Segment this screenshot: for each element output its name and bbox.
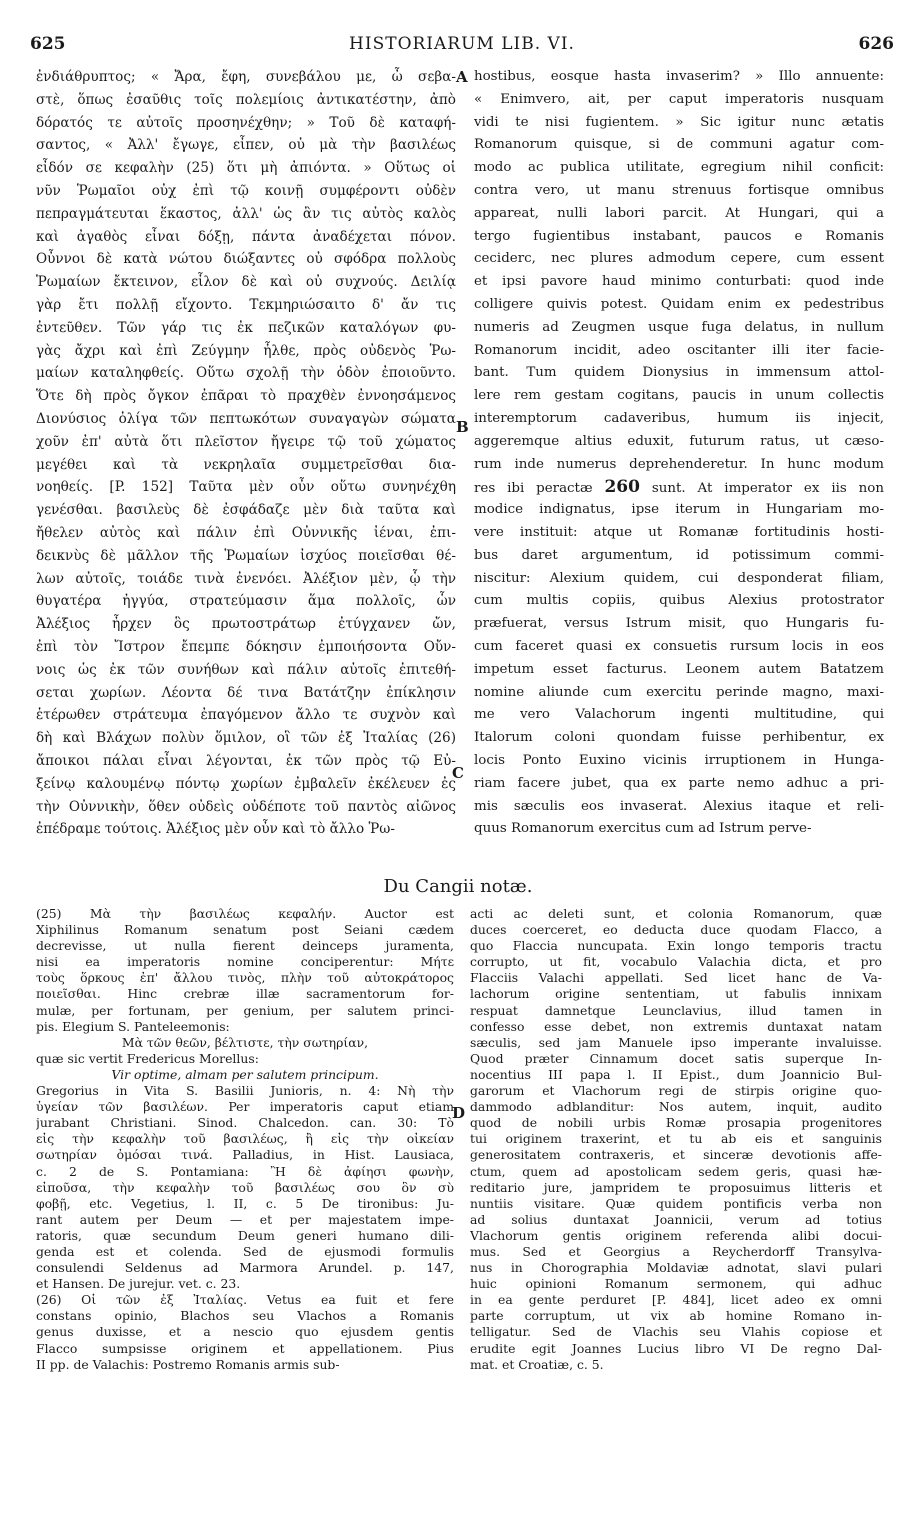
note-line: (25) Μὰ τὴν βασιλέως κεφαλήν. Auctor est [36,906,454,921]
note-line: lachorum origine sententiam, ut fabulis innixam [470,986,882,1002]
note-line: II pp. de Valachis: Postremo Romanis armis sub- [36,1356,340,1372]
latin-text-line: Romanorum incidit, adeo oscitanter illi iter facie- [474,342,884,358]
latin-text-line: colligere quivis potest. Quidam enim ex pedestribus [474,296,884,312]
greek-text-line: γὰς ἄχρι καὶ ἐπὶ Ζεύγμην ἦλθε, πρὸς οὐδενὸς Ῥω- [36,342,456,359]
greek-text-line: μαίων καταληφθείς. Οὕτω σχολῇ τὴν ὁδὸν ἐποιοῦντο. [36,365,456,382]
running-title: HISTORIARUM LIB. VI. [349,34,575,54]
greek-text-line: καὶ ἀγαθὸς εἶναι δόξῃ, πάντα ἀναδέχεται πόνον. [36,228,456,245]
greek-text-line: ἐπὶ τὸν Ἴστρον ἔπεμπε δόκησιν ἐμποιήσοντα Οὔν- [36,638,456,655]
greek-text-line: στὲ, ὅπως ἐσαῦθις τοῖς πολεμίοις ἀντικατέστην, ἀπὸ [36,91,456,108]
greek-text-line: Ἀλέξιος ἦρχεν ὃς πρωτοστράτωρ ἐτύγχανεν ὤν, [36,616,456,633]
greek-text-line: χοῦν ἐπ' αὐτὰ ὅτι πλεῖστον ἤγειρε τῷ τοῦ χώματος [36,433,456,450]
note-line: nisi ea imperatoris nomine conciperentur: Μήτε [36,954,454,970]
note-line: (26) Οἱ τῶν ἐξ Ἰταλίας. Vetus ea fuit et fere [36,1292,454,1308]
latin-text-line: niscitur: Alexium quidem, cui desponderat filiam, [474,570,884,586]
greek-text-line: Ὅτε δὴ πρὸς ὄγκον ἐπᾶραι τὸ πραχθὲν ἐννοησάμενος [36,388,456,405]
margin-marker-a: A [456,68,468,86]
greek-text-line: ἑτέρωθεν στράτευμα ἐπαγόμενον ἄλλο τε συχνὸν καὶ [36,707,456,724]
note-line: ctum, quem ad apostolicam sedem geris, quasi hæ- [470,1163,882,1179]
note-line: Flacciis Valachi appellati. Sed licet hanc de Va- [470,970,882,986]
greek-text-line: εἶδόν σε κεφαλὴν (25) ὅτι μὴ ἀπιόντα. » Οὕτως οἱ [36,160,456,177]
greek-text-line: Οὖννοι δὲ κατὰ νώτου διώξαντες οὐ σφόδρα πολλοὺς [36,251,456,268]
greek-text-line: δόρατός τε αὐτοῖς προσηνέχθην; » Τοῦ δὲ καταφή- [36,114,456,131]
latin-text-line: cum faceret quasi ex consuetis rursum locis in eos [474,638,884,654]
greek-text-line: τὴν Οὐννικὴν, ὅθεν οὐδεὶς οὐδέποτε τοῦ παντὸς αἰῶνος [36,798,456,815]
note-line: generositatem contraxeris, et sinceræ devotionis affe- [470,1147,882,1163]
latin-text-line: locis Ponto Euxino vicinis irruptionem in Hunga- [474,752,884,768]
note-line: sæculis, sed jam Manuele ipso imperante invaluisse. [470,1034,882,1050]
latin-text-line: ceciderc, nec plures admodum cepere, cum essent [474,251,884,267]
note-line: garorum et Vlachorum regi de stirpis origine quo- [470,1083,882,1099]
running-header [30,34,894,56]
note-line: duces coerceret, eo deducta duce quodam Flacco, a [470,922,882,938]
greek-text-line: θυγατέρα ἠγγύα, στρατεύμασιν ἅμα πολλοῖς, ὧν [36,593,456,610]
note-line: nus in Chorographia Moldaviæ adnotat, slavi pulari [470,1260,882,1276]
note-line: respuat damnetque Leunclavius, illud tamen in [470,1002,882,1018]
note-line: in ea gente perduret [P. 484], licet adeo ex omni [470,1292,882,1308]
note-line: consulendi Seldenus ad Marmora Arundel. p. 147, [36,1260,454,1276]
latin-text-line: lere rem gestam cogitans, paucis in unum collectis [474,388,884,404]
greek-text-line: σαντος, « Ἀλλ' ἔγωγε, εἶπεν, οὐ μὰ τὴν βασιλέως [36,137,456,154]
greek-text-line: δὴ καὶ Βλάχων πολὺν ὅμιλον, οἳ τῶν ἐξ Ἰταλίας (26) [36,730,456,747]
latin-text-line: quus Romanorum exercitus cum ad Istrum perve- [474,821,812,837]
note-line: φοβῇ, etc. Vegetius, l. II, c. 5 De tironibus: Ju- [36,1195,454,1211]
latin-text-line: bant. Tum quidem Dionysius in immensum attol- [474,365,884,381]
note-line: Gregorius in Vita S. Basilii Junioris, n. 4: Νὴ τὴν [36,1083,454,1099]
note-line: nocentius III papa l. II Epist., dum Joannicio Bul- [470,1066,882,1082]
latin-text-line: riam facere jubet, qua ex parte nemo adhuc a pri- [474,775,884,791]
note-line: c. 2 de S. Pontamiana: Ἢ δὲ ἀφίησι φωνὴν, [36,1163,454,1179]
note-line: ποιεῖσθαι. Hinc crebræ illæ sacramentorum for- [36,986,454,1002]
greek-text-line: ἤθελεν αὐτὸς καὶ πάλιν ἐπὶ Οὐννικῆς ἰέναι, ἐπι- [36,524,456,541]
notes-right-column [470,906,882,1373]
latin-text-line: rum inde numerus deprehenderetur. In hunc modum [474,456,884,472]
note-line: Quod præter Cinnamum docet satis superque In- [470,1050,882,1066]
latin-text-line: impetum esset facturus. Leonem autem Batatzem [474,661,884,677]
note-line: rant autem per Deum — et per majestatem impe- [36,1211,454,1227]
latin-text-line: hostibus, eosque hasta invaserim? » Illo annuente: [474,69,884,84]
latin-text-line: cum multis copiis, quibus Alexius protostrator [474,593,884,609]
latin-text-line: « Enimvero, ait, per caput imperatoris nusquam [474,91,884,107]
latin-text-line: mis sæculis eos invaserat. Alexius itaque et reli- [474,798,884,814]
note-line: parte corruptum, ut vix ab homine Romano in- [470,1308,882,1324]
margin-marker-c: C [452,764,464,782]
page-number-left: 625 [30,34,66,54]
note-line: et Hansen. De jurejur. vet. c. 23. [36,1276,241,1292]
latin-text-line: res ibi peractæ 260 sunt. At imperator ex iis non [474,477,884,498]
greek-text-line: Διονύσιος ὀλίγα τῶν πεπτωκότων συναγαγὼν σώματα [36,410,456,427]
note-line: nuntiis visitare. Quæ quidem pontificis verba non [470,1195,882,1211]
latin-text-line: appareat, nulli labori parcit. At Hungari, qui a [474,205,884,221]
note-line: decrevisse, ut nulla fierent deinceps juramenta, [36,938,454,954]
latin-text-line: contra vero, ut manu strenuus fortisque omnibus [474,182,884,198]
note-line: εἰποῦσα, τὴν κεφαλὴν τοῦ βασιλέως σου ὃν σὺ [36,1179,454,1195]
note-line: jurabant Christiani. Sinod. Chalcedon. can. 30: Τὸ [36,1115,454,1131]
latin-text-line: Italorum coloni quondam fuisse perhibentur, ex [474,730,884,746]
note-line: dammodo adblanditur: Nos autem, inquit, audito [470,1099,882,1115]
latin-text-line: vidi te nisi fugientem. » Sic igitur nunc ætatis [474,114,884,130]
note-line: Flacco sumpsisse originem et appellationem. Pius [36,1340,454,1356]
latin-text-line: vere instituit: atque ut Romanæ fortitudinis hosti- [474,524,884,540]
note-line: ad solius duntaxat Joannicii, verum ad totius [470,1211,882,1227]
greek-text-line: νοηθείς. [P. 152] Ταῦτα μὲν οὖν οὕτω συνηνέχθη [36,479,456,496]
note-line: quo Flaccia nuncupata. Exin longo temporis tractu [470,938,882,954]
note-line: tui originem traxerint, et tu ab eis et sanguinis [470,1131,882,1147]
latin-text-line: præfuerat, versus Istrum misit, quo Hungaris fu- [474,616,884,632]
note-line: Vlachorum gentis originem referenda alibi docui- [470,1227,882,1243]
greek-text-line: νοις ὡς ἐκ τῶν συνήθων καὶ πάλιν αὐτοῖς ἐπιτεθή- [36,661,456,678]
note-line: erudite egit Joannes Lucius libro VI De regno Dal- [470,1340,882,1356]
notes-title: Du Cangii notæ. [383,876,533,897]
note-line: Vir optime, almam per salutem principum. [111,1066,379,1082]
latin-text-line: et ipsi pavore haud minimo conturbati: quod inde [474,274,884,290]
note-line: εἰς τὴν κεφαλὴν τοῦ βασιλέως, ἢ εἰς τὴν οἰκείαν [36,1131,454,1147]
greek-text-line: ἐντεῦθεν. Τῶν γάρ τις ἐκ πεζικῶν καταλόγων φυ- [36,319,456,336]
latin-text-line: numeris ad Zeugmen usque fuga delatus, in nullum [474,319,884,335]
greek-text-line: ἐπέδραμε τούτοις. Ἀλέξιος μὲν οὖν καὶ τὸ ἄλλο Ῥω- [36,821,395,838]
note-line: pis. Elegium S. Panteleemonis: [36,1018,230,1034]
note-line: constans opinio, Blachos seu Vlachos a Romanis [36,1308,454,1324]
note-line: ratoris, quæ secundum Deum generi humano dili- [36,1227,454,1243]
page-number-right: 626 [858,34,894,54]
note-line: Xiphilinus Romanum senatum post Seiani cædem [36,922,454,938]
greek-text-line: νῦν Ῥωμαῖοι οὐχ ἐπὶ τῷ κοινῇ συμφέροντι οὐδὲν [36,182,456,199]
note-line: reditario jure, jampridem te proposuimus litteris et [470,1179,882,1195]
greek-text-line: ἐνδιάθρυπτος; « Ἄρα, ἔφη, συνεβάλου με, ὦ σεβα- [36,69,456,85]
greek-text-line: ξείνῳ καλουμένῳ πόντῳ χωρίων ἐμβαλεῖν ἐκέλευεν ἐς [36,775,456,792]
latin-text-line: Romanorum quisque, si de communi agatur com- [474,137,884,153]
latin-text-line: interemptorum cadaveribus, humum iis injecit, [474,410,884,426]
notes-left-column [36,906,454,1373]
note-line: quæ sic vertit Fredericus Morellus: [36,1050,259,1066]
note-line: telligatur. Sed de Vlachis seu Vlahis copiose et [470,1324,882,1340]
note-line: mulæ, per fortunam, per genium, per salutem princi- [36,1002,454,1018]
greek-text-line: γενέσθαι. βασιλεὺς δὲ ἐσφάδαζε μὲν διὰ ταῦτα καὶ [36,502,456,519]
greek-text-line: γὰρ ἔτι πολλῇ εἴχοντο. Τεκμηριώσαιτο δ' ἄν τις [36,296,456,313]
note-line: genda est et colenda. Sed de ejusmodi formulis [36,1243,454,1259]
latin-text-line: aggeremque altius eduxit, futurum ratus, ut cæso- [474,433,884,449]
greek-text-line: πεπραγμάτευται ἕκαστος, ἀλλ' ὡς ἂν τις αὐτὸς καλὸς [36,205,456,222]
note-line: genus duxisse, et a nescio quo ejusdem gentis [36,1324,454,1340]
latin-text-line: me vero Valachorum ingenti multitudine, qui [474,707,884,723]
edition-page-number: 260 [604,477,640,498]
note-line: σωτηρίαν ὀμόσαι τινά. Palladius, in Hist. Lausiaca, [36,1147,454,1163]
greek-text-line: Ῥωμαίων ἔκτεινον, εἷλον δὲ καὶ οὐ συχνούς. Δειλίᾳ [36,274,456,291]
latin-text-column [474,66,884,841]
note-line: corrupto, ut fit, vocabulo Valachia dicta, et pro [470,954,882,970]
note-line: mat. et Croatiæ, c. 5. [470,1356,604,1372]
margin-marker-d: D [452,1104,466,1122]
latin-text-line: modo ac publica utilitate, egregium nihil conficit: [474,160,884,176]
margin-marker-b: B [456,418,469,436]
note-line: τοὺς ὅρκους ἐπ' ἄλλου τινὸς, πλὴν τοῦ αὐτοκράτορος [36,970,454,986]
note-line: quod de nobili urbis Romæ prosapia progenitores [470,1115,882,1131]
latin-text-line: bus daret argumentum, id potissimum commi- [474,547,884,563]
latin-text-line: tergo fugientibus instabant, paucos e Romanis [474,228,884,244]
latin-text-line: nomine aliunde cum exercitu perinde magno, maxi- [474,684,884,700]
greek-text-line: σεται χωρίων. Λέοντα δέ τινα Βατάτζην ἐπίκλησιν [36,684,456,701]
greek-text-line: μεγέθει καὶ τὰ νεκρηλαῖα συμμετρεῖσθαι δια- [36,456,456,473]
note-line: confesso esse debet, non extremis duntaxat natam [470,1018,882,1034]
note-line: huic opinioni Romanum sermonem, qui adhuc [470,1276,882,1292]
greek-text-column [36,66,456,841]
greek-text-line: δεικνὺς δὲ μᾶλλον τῆς Ῥωμαίων ἰσχύος ποιεῖσθαι θέ- [36,547,456,564]
note-line: ὑγείαν τῶν βασιλέων. Per imperatoris caput etiam [36,1099,454,1115]
greek-text-line: ἄποικοι πάλαι εἶναι λέγονται, ἐκ τῶν πρὸς τῷ Εὐ- [36,752,456,769]
note-line: Μὰ τῶν θεῶν, βέλτιστε, τὴν σωτηρίαν, [121,1034,369,1050]
greek-text-line: λων αὐτοῖς, τοιάδε τινὰ ἐνενόει. Ἀλέξιον μὲν, ᾧ τὴν [36,570,456,587]
latin-text-line: modice indignatus, ipse iterum in Hungariam mo- [474,502,884,518]
note-line: mus. Sed et Georgius a Reycherdorff Transylva- [470,1243,882,1259]
note-line: acti ac deleti sunt, et colonia Romanorum, quæ [470,906,882,921]
